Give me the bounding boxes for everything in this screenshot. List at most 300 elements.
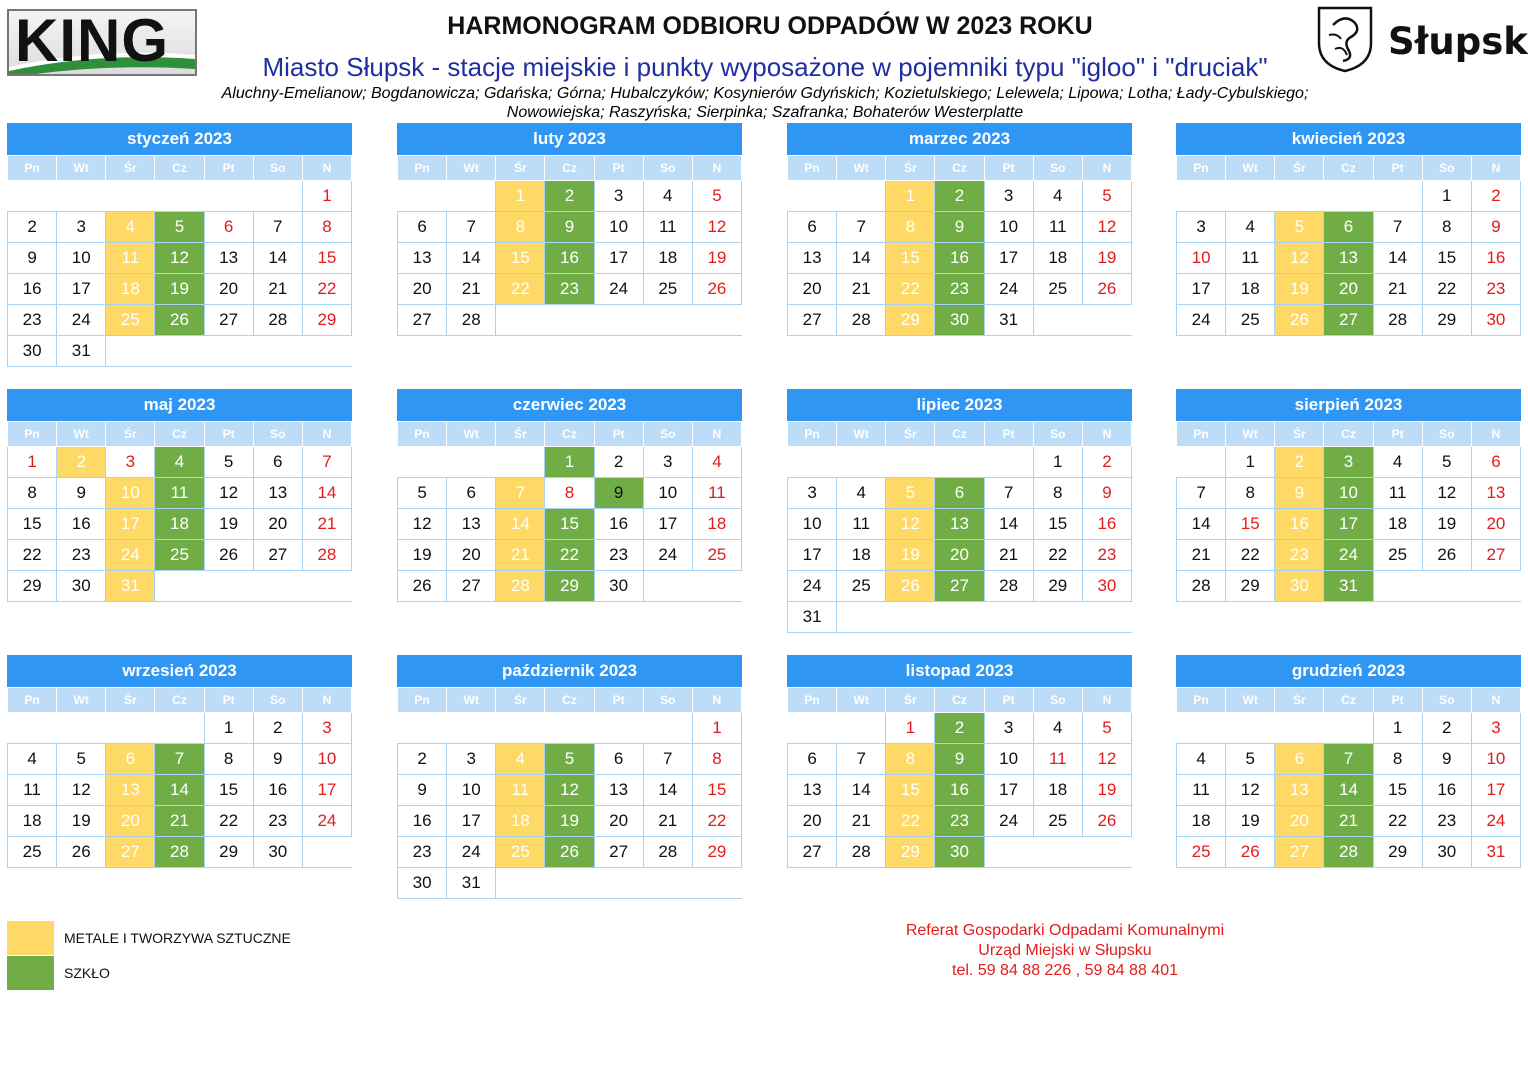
week-row xyxy=(8,806,352,837)
day-cell: 6 xyxy=(253,447,302,478)
month-title: luty 2023 xyxy=(397,123,742,155)
week-row xyxy=(788,447,1132,478)
weekday-header-row xyxy=(788,422,1132,447)
weekday-header: Wt xyxy=(447,422,496,447)
day-cell: 4 xyxy=(1226,212,1275,243)
day-cell: 4 xyxy=(8,744,57,775)
weekday-header: Wt xyxy=(447,156,496,181)
month-title: czerwiec 2023 xyxy=(397,389,742,421)
day-cell-glass: 17 xyxy=(1324,509,1373,540)
day-cell-glass: 27 xyxy=(1324,305,1373,336)
day-cell-metals: 1 xyxy=(886,181,935,212)
city-name: Słupsk xyxy=(1388,20,1528,63)
month-title: styczeń 2023 xyxy=(7,123,352,155)
day-cell: 3 xyxy=(984,181,1033,212)
weekday-header: Cz xyxy=(545,688,594,713)
day-cell: 25 xyxy=(643,274,692,305)
weekday-header-row xyxy=(1177,156,1521,181)
day-cell-metals: 31 xyxy=(106,571,155,602)
week-row xyxy=(788,713,1132,744)
weekday-header: So xyxy=(1033,688,1082,713)
day-cell-glass: 23 xyxy=(935,806,984,837)
day-cell: 14 xyxy=(837,243,886,274)
day-cell-metals: 7 xyxy=(496,478,545,509)
footer-phone: tel. 59 84 88 226 , 59 84 88 401 xyxy=(952,962,1178,979)
empty-day-cell xyxy=(302,837,351,868)
day-cell: 17 xyxy=(594,243,643,274)
day-cell: 17 xyxy=(643,509,692,540)
day-cell-glass: 20 xyxy=(935,540,984,571)
week-row xyxy=(1177,305,1521,336)
day-cell-glass: 5 xyxy=(155,212,204,243)
day-cell: 19 xyxy=(692,243,741,274)
day-cell: 9 xyxy=(1422,744,1471,775)
month-title: sierpień 2023 xyxy=(1176,389,1521,421)
day-cell: 8 xyxy=(1373,744,1422,775)
day-cell: 26 xyxy=(1226,837,1275,868)
day-cell: 7 xyxy=(837,744,886,775)
day-cell: 27 xyxy=(204,305,253,336)
weekday-header: So xyxy=(1033,156,1082,181)
day-cell: 18 xyxy=(643,243,692,274)
day-cell: 10 xyxy=(1471,744,1520,775)
street-list-line-1: Aluchny-Emelianow; Bogdanowicza; Gdańska; Górna; Hubalczyków; Kosynierów Gdyńskich; Kozietulskiego; Lelewela; Lipowa; Lotha; Łady-Cybulskiego; xyxy=(221,85,1309,102)
day-cell: 4 xyxy=(837,478,886,509)
day-cell: 24 xyxy=(984,806,1033,837)
day-cell: 14 xyxy=(837,775,886,806)
day-cell: 12 xyxy=(1422,478,1471,509)
day-cell: 21 xyxy=(1177,540,1226,571)
day-cell-metals: 11 xyxy=(106,243,155,274)
day-cell: 19 xyxy=(1422,509,1471,540)
week-row xyxy=(8,744,352,775)
weekday-header: Cz xyxy=(545,422,594,447)
day-cell: 25 xyxy=(1226,305,1275,336)
day-cell: 21 xyxy=(643,806,692,837)
day-cell: 13 xyxy=(204,243,253,274)
day-cell: 22 xyxy=(8,540,57,571)
weekday-header: So xyxy=(1033,422,1082,447)
day-cell: 7 xyxy=(837,212,886,243)
day-cell: 21 xyxy=(837,274,886,305)
day-cell: 17 xyxy=(1471,775,1520,806)
day-cell: 8 xyxy=(8,478,57,509)
day-cell: 17 xyxy=(984,775,1033,806)
day-cell: 3 xyxy=(788,478,837,509)
page-title: HARMONOGRAM ODBIORU ODPADÓW W 2023 ROKU xyxy=(447,12,1093,40)
month-title: marzec 2023 xyxy=(787,123,1132,155)
day-cell: 11 xyxy=(8,775,57,806)
day-cell-glass: 22 xyxy=(545,540,594,571)
day-cell-glass: 19 xyxy=(155,274,204,305)
day-cell-metals: 8 xyxy=(496,212,545,243)
day-cell: 1 xyxy=(302,181,351,212)
day-cell: 17 xyxy=(302,775,351,806)
month-title: grudzień 2023 xyxy=(1176,655,1521,687)
day-cell: 5 xyxy=(692,181,741,212)
weekday-header-row xyxy=(1177,688,1521,713)
day-cell: 26 xyxy=(398,571,447,602)
day-cell-glass: 3 xyxy=(1324,447,1373,478)
day-cell: 24 xyxy=(302,806,351,837)
month-calendar xyxy=(7,389,352,602)
day-cell-glass: 5 xyxy=(545,744,594,775)
street-list xyxy=(140,84,1390,122)
day-cell-glass: 27 xyxy=(935,571,984,602)
day-cell: 30 xyxy=(8,336,57,367)
weekday-header: So xyxy=(1422,688,1471,713)
day-cell: 29 xyxy=(302,305,351,336)
month-calendar xyxy=(1176,655,1521,868)
day-cell: 27 xyxy=(788,837,837,868)
day-cell-metals: 20 xyxy=(1275,806,1324,837)
week-row xyxy=(398,744,742,775)
day-cell: 20 xyxy=(253,509,302,540)
legend-label-glass: SZKŁO xyxy=(64,965,110,981)
day-cell: 20 xyxy=(788,274,837,305)
day-cell: 4 xyxy=(643,181,692,212)
day-cell: 25 xyxy=(8,837,57,868)
week-row xyxy=(8,713,352,744)
day-cell: 3 xyxy=(1471,713,1520,744)
day-cell-metals: 8 xyxy=(886,744,935,775)
week-row xyxy=(398,868,742,899)
day-cell: 21 xyxy=(302,509,351,540)
month-calendar xyxy=(7,655,352,868)
day-cell-glass: 9 xyxy=(935,744,984,775)
week-row xyxy=(1177,571,1521,602)
month-calendar xyxy=(397,655,742,899)
day-cell: 28 xyxy=(643,837,692,868)
week-row xyxy=(788,806,1132,837)
day-cell: 1 xyxy=(204,713,253,744)
week-row xyxy=(8,540,352,571)
day-cell: 14 xyxy=(1373,243,1422,274)
day-cell-glass: 13 xyxy=(1324,243,1373,274)
weekday-header: So xyxy=(643,422,692,447)
month-table xyxy=(1176,155,1521,336)
day-cell-metals: 20 xyxy=(106,806,155,837)
month-title: listopad 2023 xyxy=(787,655,1132,687)
day-cell: 13 xyxy=(447,509,496,540)
weekday-header: Wt xyxy=(837,156,886,181)
day-cell: 10 xyxy=(302,744,351,775)
street-list-line-2: Nowowiejska; Raszyńska; Sierpinka; Szafranka; Bohaterów Westerplatte xyxy=(506,104,1024,121)
day-cell: 27 xyxy=(447,571,496,602)
legend-label-metals: METALE I TWORZYWA SZTUCZNE xyxy=(64,930,291,946)
weekday-header: Pt xyxy=(594,422,643,447)
day-cell-glass: 28 xyxy=(1324,837,1373,868)
day-cell: 19 xyxy=(57,806,106,837)
weekday-header: Śr xyxy=(106,156,155,181)
weekday-header: Cz xyxy=(935,156,984,181)
week-row xyxy=(1177,713,1521,744)
day-cell-glass: 26 xyxy=(545,837,594,868)
weekday-header: Pt xyxy=(1373,156,1422,181)
week-row xyxy=(788,478,1132,509)
day-cell: 21 xyxy=(837,806,886,837)
month-calendar xyxy=(787,655,1132,868)
day-cell: 28 xyxy=(447,305,496,336)
day-cell: 24 xyxy=(1471,806,1520,837)
day-cell-glass: 28 xyxy=(155,837,204,868)
day-cell: 17 xyxy=(1177,274,1226,305)
week-row xyxy=(788,837,1132,868)
weekday-header: Pn xyxy=(398,422,447,447)
day-cell: 31 xyxy=(447,868,496,899)
day-cell: 18 xyxy=(1033,775,1082,806)
weekday-header: N xyxy=(692,688,741,713)
week-row xyxy=(1177,447,1521,478)
weekday-header: Pn xyxy=(398,688,447,713)
week-row xyxy=(1177,478,1521,509)
day-cell: 9 xyxy=(57,478,106,509)
day-cell: 22 xyxy=(1422,274,1471,305)
day-cell: 29 xyxy=(1373,837,1422,868)
day-cell: 24 xyxy=(788,571,837,602)
day-cell: 8 xyxy=(545,478,594,509)
day-cell: 22 xyxy=(302,274,351,305)
empty-day-cell xyxy=(1177,713,1374,744)
month-title: październik 2023 xyxy=(397,655,742,687)
day-cell: 16 xyxy=(57,509,106,540)
day-cell-metals: 27 xyxy=(106,837,155,868)
weekday-header: N xyxy=(1471,422,1520,447)
day-cell: 5 xyxy=(398,478,447,509)
day-cell-metals: 2 xyxy=(1275,447,1324,478)
day-cell-metals: 1 xyxy=(496,181,545,212)
weekday-header: So xyxy=(253,422,302,447)
weekday-header: Śr xyxy=(496,156,545,181)
day-cell: 10 xyxy=(594,212,643,243)
day-cell: 3 xyxy=(984,713,1033,744)
weekday-header: Pn xyxy=(8,156,57,181)
day-cell: 21 xyxy=(1373,274,1422,305)
day-cell-metals: 26 xyxy=(1275,305,1324,336)
day-cell: 16 xyxy=(1471,243,1520,274)
day-cell: 26 xyxy=(1082,274,1131,305)
day-cell-metals: 16 xyxy=(1275,509,1324,540)
day-cell-metals: 18 xyxy=(106,274,155,305)
day-cell: 22 xyxy=(204,806,253,837)
day-cell: 8 xyxy=(1033,478,1082,509)
month-table xyxy=(787,421,1132,633)
month-calendar xyxy=(787,123,1132,336)
day-cell-glass: 9 xyxy=(545,212,594,243)
week-row xyxy=(8,509,352,540)
day-cell: 11 xyxy=(692,478,741,509)
month-table xyxy=(7,421,352,602)
week-row xyxy=(8,478,352,509)
day-cell: 14 xyxy=(1177,509,1226,540)
empty-day-cell xyxy=(8,181,303,212)
day-cell: 23 xyxy=(8,305,57,336)
day-cell-metals: 25 xyxy=(496,837,545,868)
day-cell: 11 xyxy=(1226,243,1275,274)
weekday-header: N xyxy=(302,422,351,447)
week-row xyxy=(788,540,1132,571)
day-cell: 1 xyxy=(886,713,935,744)
empty-day-cell xyxy=(1033,305,1131,336)
weekday-header: N xyxy=(302,688,351,713)
day-cell: 8 xyxy=(1422,212,1471,243)
day-cell: 2 xyxy=(1422,713,1471,744)
day-cell-glass: 9 xyxy=(594,478,643,509)
week-row xyxy=(1177,775,1521,806)
day-cell-metals: 14 xyxy=(496,509,545,540)
day-cell-metals: 29 xyxy=(886,305,935,336)
day-cell-metals: 19 xyxy=(1275,274,1324,305)
day-cell: 13 xyxy=(788,775,837,806)
day-cell: 1 xyxy=(1226,447,1275,478)
weekday-header: N xyxy=(692,422,741,447)
week-row xyxy=(788,305,1132,336)
weekday-header: Pn xyxy=(788,156,837,181)
day-cell-glass: 13 xyxy=(935,509,984,540)
week-row xyxy=(8,212,352,243)
day-cell: 6 xyxy=(788,744,837,775)
day-cell: 17 xyxy=(984,243,1033,274)
weekday-header: Pt xyxy=(1373,422,1422,447)
day-cell: 5 xyxy=(1226,744,1275,775)
day-cell: 12 xyxy=(1082,212,1131,243)
weekday-header-row xyxy=(8,688,352,713)
month-calendar xyxy=(7,123,352,367)
day-cell-metals: 10 xyxy=(106,478,155,509)
day-cell: 30 xyxy=(398,868,447,899)
weekday-header: Cz xyxy=(935,688,984,713)
day-cell-metals: 28 xyxy=(496,571,545,602)
weekday-header-row xyxy=(788,688,1132,713)
day-cell: 13 xyxy=(1471,478,1520,509)
day-cell: 10 xyxy=(984,744,1033,775)
week-row xyxy=(788,243,1132,274)
day-cell: 29 xyxy=(204,837,253,868)
weekday-header: Cz xyxy=(155,156,204,181)
empty-day-cell xyxy=(1177,447,1226,478)
day-cell: 1 xyxy=(1033,447,1082,478)
day-cell: 23 xyxy=(1471,274,1520,305)
day-cell: 9 xyxy=(8,243,57,274)
weekday-header: So xyxy=(643,156,692,181)
day-cell: 6 xyxy=(788,212,837,243)
day-cell: 27 xyxy=(1471,540,1520,571)
day-cell-glass: 14 xyxy=(155,775,204,806)
day-cell: 13 xyxy=(398,243,447,274)
week-row xyxy=(1177,243,1521,274)
day-cell: 7 xyxy=(253,212,302,243)
week-row xyxy=(1177,744,1521,775)
week-row xyxy=(398,713,742,744)
legend-swatch-metals xyxy=(7,921,54,955)
day-cell: 13 xyxy=(253,478,302,509)
king-logo-text: KING xyxy=(15,9,169,74)
day-cell: 29 xyxy=(1422,305,1471,336)
day-cell: 14 xyxy=(253,243,302,274)
week-row xyxy=(8,447,352,478)
weekday-header: Pt xyxy=(204,688,253,713)
day-cell: 27 xyxy=(594,837,643,868)
day-cell: 22 xyxy=(1226,540,1275,571)
weekday-header: Śr xyxy=(886,422,935,447)
day-cell: 24 xyxy=(594,274,643,305)
weekday-header: Pt xyxy=(984,156,1033,181)
day-cell-metals: 13 xyxy=(106,775,155,806)
day-cell: 25 xyxy=(1177,837,1226,868)
day-cell: 13 xyxy=(788,243,837,274)
day-cell-glass: 2 xyxy=(545,181,594,212)
day-cell: 22 xyxy=(692,806,741,837)
weekday-header: Śr xyxy=(1275,156,1324,181)
day-cell: 29 xyxy=(8,571,57,602)
day-cell: 2 xyxy=(1082,447,1131,478)
day-cell: 7 xyxy=(302,447,351,478)
week-row xyxy=(8,571,352,602)
empty-day-cell xyxy=(788,713,886,744)
weekday-header: Pt xyxy=(594,688,643,713)
day-cell: 3 xyxy=(447,744,496,775)
day-cell: 30 xyxy=(57,571,106,602)
weekday-header: Pn xyxy=(788,688,837,713)
day-cell-glass: 31 xyxy=(1324,571,1373,602)
city-crest-icon xyxy=(1315,5,1375,73)
day-cell: 19 xyxy=(1082,775,1131,806)
page-subtitle: Miasto Słupsk - stacje miejskie i punkty wyposażone w pojemniki typu "igloo" i "druciak" xyxy=(262,52,1268,82)
week-row xyxy=(1177,274,1521,305)
week-row xyxy=(788,602,1132,633)
empty-day-cell xyxy=(1373,571,1520,602)
day-cell: 24 xyxy=(447,837,496,868)
month-table xyxy=(397,421,742,602)
month-title: maj 2023 xyxy=(7,389,352,421)
empty-day-cell xyxy=(496,305,742,336)
weekday-header: Śr xyxy=(1275,422,1324,447)
month-table xyxy=(7,155,352,367)
weekday-header: Pn xyxy=(8,688,57,713)
day-cell-metals: 8 xyxy=(886,212,935,243)
day-cell: 8 xyxy=(302,212,351,243)
day-cell: 29 xyxy=(692,837,741,868)
week-row xyxy=(8,775,352,806)
weekday-header: So xyxy=(643,688,692,713)
day-cell: 12 xyxy=(692,212,741,243)
day-cell: 28 xyxy=(253,305,302,336)
day-cell: 11 xyxy=(643,212,692,243)
weekday-header: Cz xyxy=(935,422,984,447)
week-row xyxy=(788,212,1132,243)
weekday-header: Pt xyxy=(984,422,1033,447)
empty-day-cell xyxy=(398,713,693,744)
footer-contact xyxy=(850,921,1280,981)
week-row xyxy=(788,274,1132,305)
day-cell-glass: 12 xyxy=(545,775,594,806)
empty-day-cell xyxy=(106,336,352,367)
day-cell: 3 xyxy=(1177,212,1226,243)
day-cell: 30 xyxy=(1422,837,1471,868)
week-row xyxy=(1177,212,1521,243)
week-row xyxy=(398,478,742,509)
day-cell: 30 xyxy=(1471,305,1520,336)
day-cell: 4 xyxy=(1177,744,1226,775)
week-row xyxy=(1177,509,1521,540)
month-calendar xyxy=(787,389,1132,633)
day-cell: 6 xyxy=(447,478,496,509)
day-cell-metals: 26 xyxy=(886,571,935,602)
weekday-header: Wt xyxy=(57,688,106,713)
week-row xyxy=(8,336,352,367)
week-row xyxy=(398,274,742,305)
weekday-header: Śr xyxy=(496,422,545,447)
